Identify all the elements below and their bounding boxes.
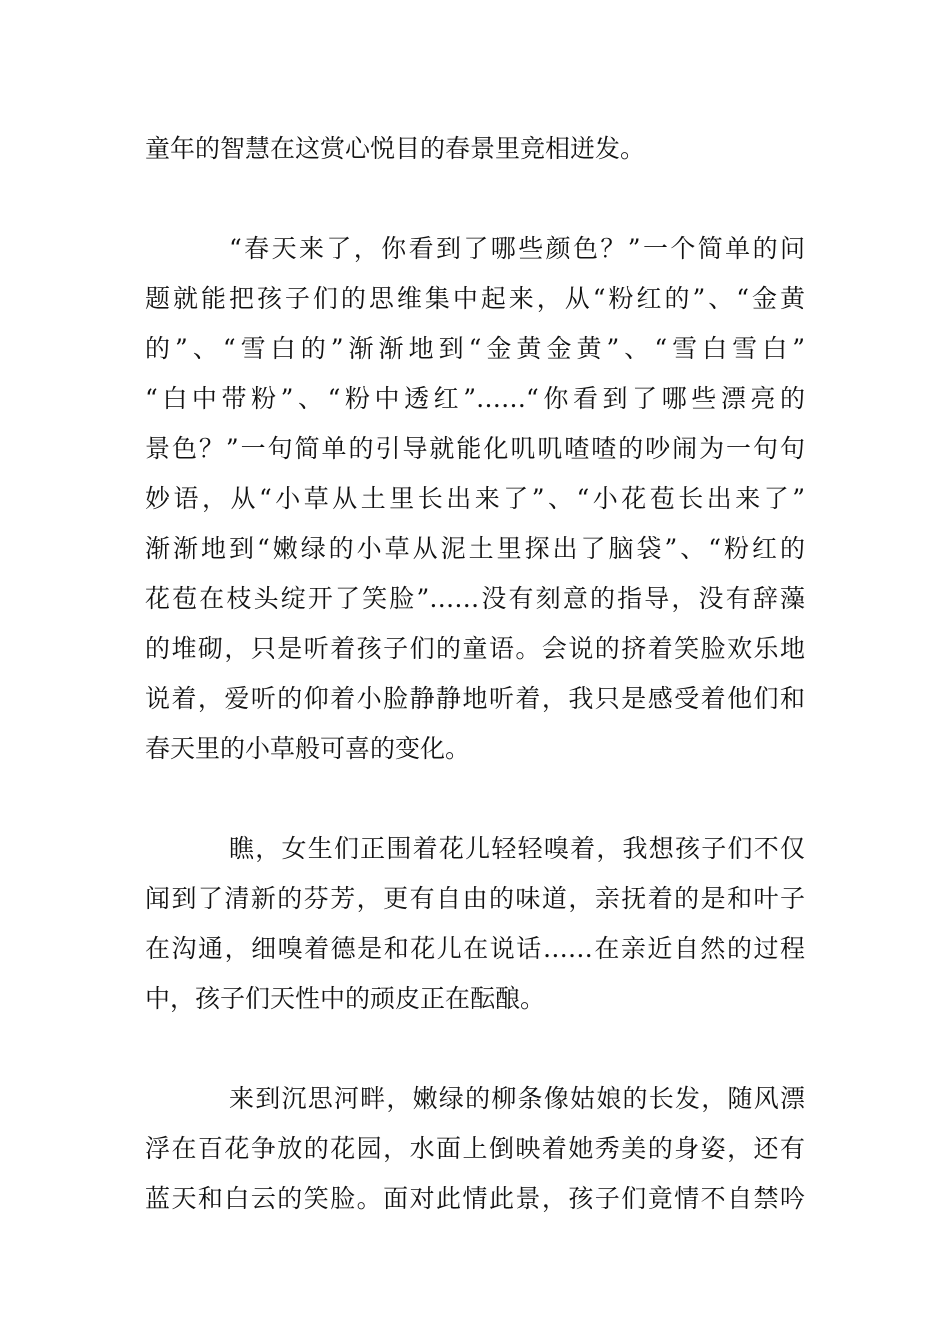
paragraph-2-line-2: 题就能把孩子们的思维集中起来，从“粉红的”、“金黄 [145, 284, 805, 313]
paragraph-3-line-1: 瞧，女生们正围着花儿轻轻嗅着，我想孩子们不仅 [229, 834, 805, 863]
paragraph-1-line-1: 童年的智慧在这赏心悦目的春景里竞相迸发。 [145, 134, 646, 163]
paragraph-3-line-2: 闻到了清新的芬芳，更有自由的味道，亲抚着的是和叶子 [145, 884, 805, 913]
paragraph-2-line-10: 说着，爱听的仰着小脸静静地听着，我只是感受着他们和 [145, 684, 805, 713]
paragraph-2-line-11: 春天里的小草般可喜的变化。 [145, 734, 471, 763]
paragraph-3-line-4: 中，孩子们天性中的顽皮正在酝酿。 [145, 984, 546, 1013]
paragraph-2-line-1: “春天来了，你看到了哪些颜色？”一个简单的问 [229, 234, 805, 263]
paragraph-2-line-5: 景色？”一句简单的引导就能化叽叽喳喳的吵闹为一句句 [145, 434, 805, 463]
paragraph-4-line-3: 蓝天和白云的笑脸。面对此情此景，孩子们竟情不自禁吟 [145, 1184, 805, 1213]
paragraph-2-line-6: 妙语，从“小草从土里长出来了”、“小花苞长出来了” [145, 484, 805, 513]
paragraph-2-line-7: 渐渐地到“嫩绿的小草从泥土里探出了脑袋”、“粉红的 [145, 534, 805, 563]
paragraph-3-line-3: 在沟通，细嗅着德是和花儿在说话……在亲近自然的过程 [145, 934, 805, 963]
paragraph-2-line-3: 的”、“雪白的”渐渐地到“金黄金黄”、“雪白雪白” [145, 334, 805, 363]
paragraph-4-line-2: 浮在百花争放的花园，水面上倒映着她秀美的身姿，还有 [145, 1134, 805, 1163]
paragraph-2-line-9: 的堆砌，只是听着孩子们的童语。会说的挤着笑脸欢乐地 [145, 634, 805, 663]
paragraph-2-line-4: “白中带粉”、“粉中透红”……“你看到了哪些漂亮的 [145, 384, 805, 413]
paragraph-4-line-1: 来到沉思河畔，嫩绿的柳条像姑娘的长发，随风漂 [229, 1084, 805, 1113]
paragraph-2-line-8: 花苞在枝头绽开了笑脸”……没有刻意的指导，没有辞藻 [145, 584, 805, 613]
